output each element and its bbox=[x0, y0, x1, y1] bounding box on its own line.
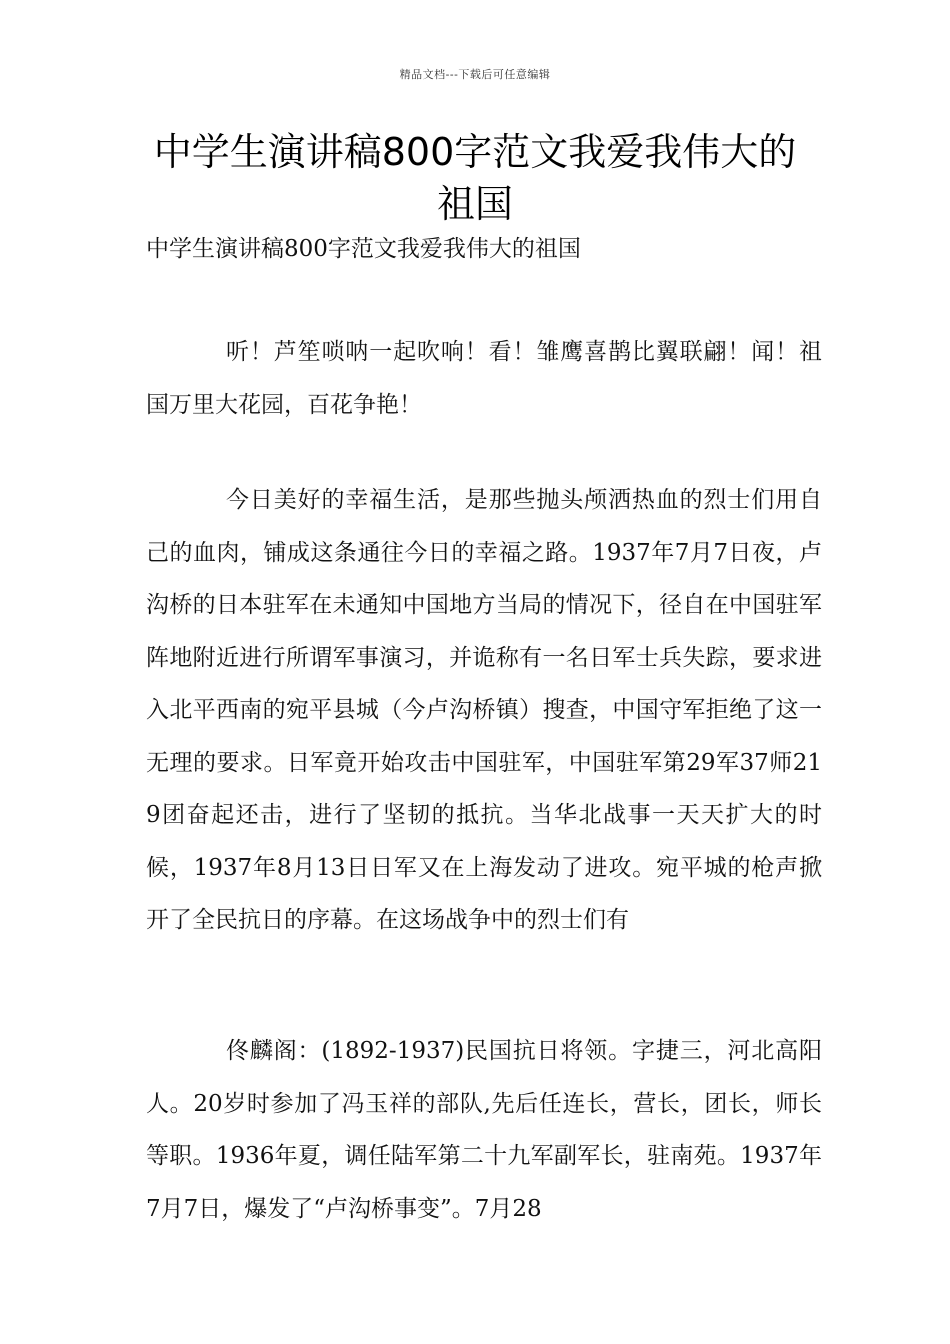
paragraph-2: 今日美好的幸福生活，是那些抛头颅洒热血的烈士们用自己的血肉，铺成这条通往今日的幸福之路。1937年7月7日夜，卢沟桥的日本驻军在未通知中国地方当局的情况下，径自在中国驻军阵地附近进行所谓军事演习，并诡称有一名日军士兵失踪，要求进入北平西南的宛平县城（今卢沟桥镇）搜查，中国守军拒绝了这一无理的要求。日军竟开始攻击中国驻军，中国驻军第29军37师219团奋起还击，进行了坚韧的抵抗。当华北战事一天天扩大的时候，1937年8月13日日军又在上海发动了进攻。宛平城的枪声掀开了全民抗日的序幕。在这场战争中的烈士们有 bbox=[146, 487, 822, 933]
paragraph-3: 佟麟阁：(1892-1937)民国抗日将领。字捷三，河北高阳人。20岁时参加了冯玉祥的部队,先后任连长，营长，团长，师长等职。1936年夏，调任陆军第二十九军副军长，驻南苑。1937年7月7日，爆发了“卢沟桥事变”。7月28 bbox=[146, 1038, 822, 1222]
document-subtitle: 中学生演讲稿800字范文我爱我伟大的祖国 bbox=[146, 236, 581, 262]
header-note: 精品文档---下载后可任意编辑 bbox=[399, 68, 551, 81]
document-title: 中学生演讲稿800字范文我爱我伟大的祖国 bbox=[153, 130, 797, 226]
paragraph-1: 听！芦笙唢呐一起吹响！看！雏鹰喜鹊比翼联翩！闻！祖国万里大花园，百花争艳！ bbox=[146, 339, 822, 418]
